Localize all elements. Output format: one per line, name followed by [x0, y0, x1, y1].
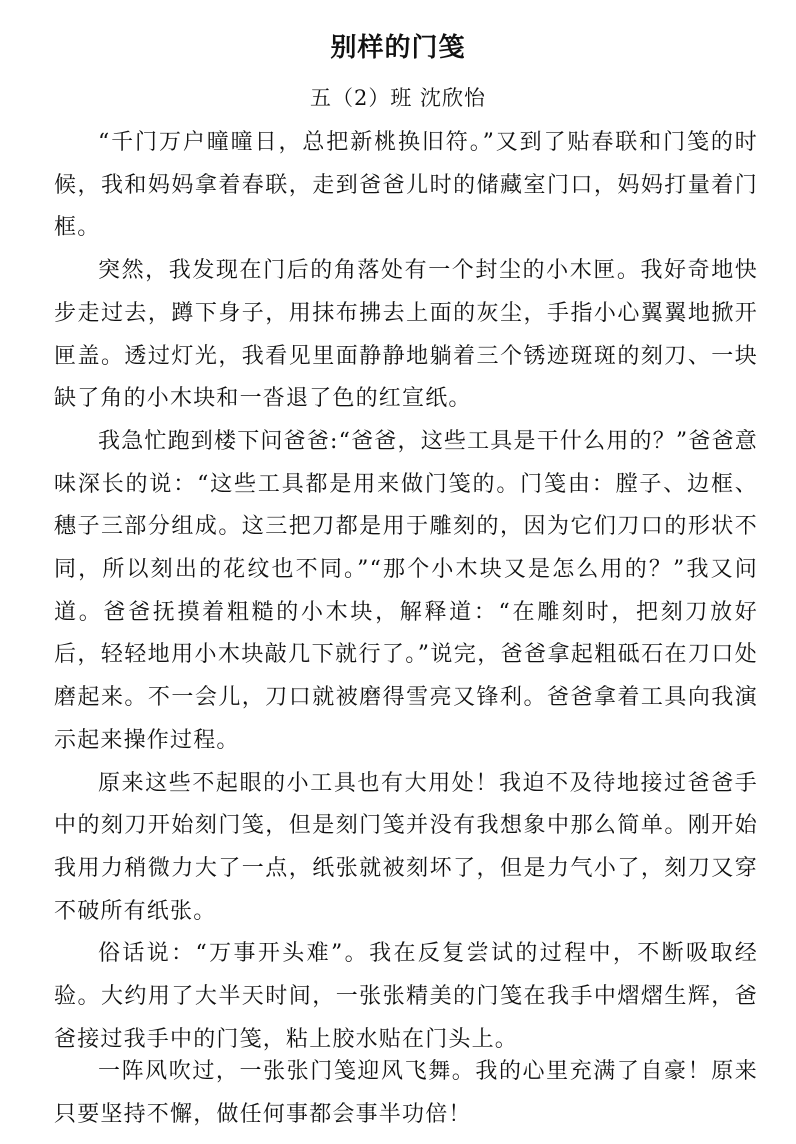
author-line: 五（2）班 沈欣怡: [309, 86, 487, 110]
essay-body: [54, 122, 758, 1137]
paragraph-4: 原来这些不起眼的小工具也有大用处！我迫不及待地接过爸爸手中的刻刀开始刻门笺，但是刻门笺并没有我想象中那么简单。刚开始我用力稍微力大了一点，纸张就被刻坏了，但是力气小了，刻刀又穿不破所有纸张。: [54, 770, 758, 924]
paragraph-6: 一阵风吹过，一张张门笺迎风飞舞。我的心里充满了自豪！原来只要坚持不懈，做任何事都会事半功倍！: [54, 1059, 758, 1128]
essay-title: 别样的门笺: [330, 33, 466, 63]
paragraph-3: 我急忙跑到楼下问爸爸:“爸爸，这些工具是干什么用的？”爸爸意味深长的说：“这些工具都是用来做门笺的。门笺由：膛子、边框、穗子三部分组成。这三把刀都是用于雕刻的，因为它们刀口的形状不同，所以刻出的花纹也不同。”“那个小木块又是怎么用的？”我又问道。爸爸抚摸着粗糙的小木块，解释道：“在雕刻时，把刻刀放好后，轻轻地用小木块敲几下就行了。”说完，爸爸拿起粗砥石在刀口处磨起来。不一会儿，刀口就被磨得雪亮又锋利。爸爸拿着工具向我演示起来操作过程。: [54, 428, 758, 753]
paragraph-5: 俗话说：“万事开头难”。我在反复尝试的过程中，不断吸取经验。大约用了大半天时间，一张张精美的门笺在我手中熠熠生辉，爸爸接过我手中的门笺，粘上胶水贴在门头上。: [54, 941, 758, 1052]
paragraph-2: 突然，我发现在门后的角落处有一个封尘的小木匣。我好奇地快步走过去，蹲下身子，用抹布拂去上面的灰尘，手指小心翼翼地掀开匣盖。透过灯光，我看见里面静静地躺着三个锈迹斑斑的刻刀、一块缺了角的小木块和一沓退了色的红宣纸。: [54, 258, 758, 412]
paragraph-1: “千门万户曈曈日，总把新桃换旧符。”又到了贴春联和门笺的时候，我和妈妈拿着春联，走到爸爸儿时的储藏室门口，妈妈打量着门框。: [54, 130, 758, 241]
